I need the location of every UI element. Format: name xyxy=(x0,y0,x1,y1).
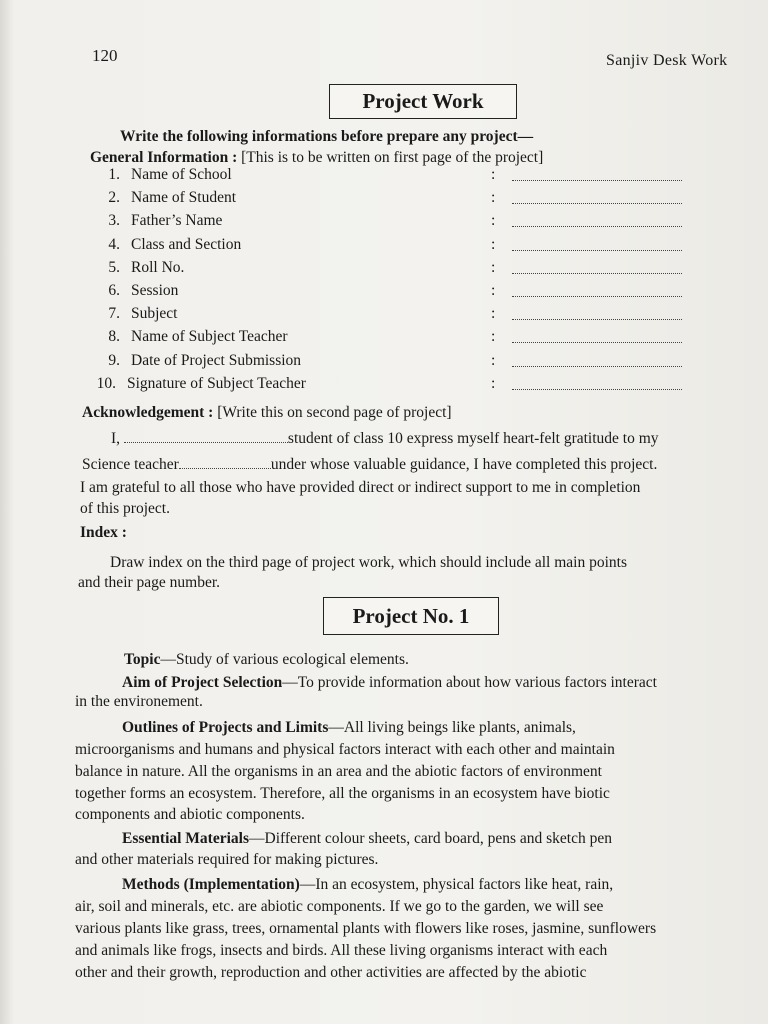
field-colon: : xyxy=(491,351,496,369)
field-number: 7. xyxy=(108,305,120,323)
field-number: 10. xyxy=(96,374,116,392)
field-blank-line xyxy=(512,282,682,297)
field-blank-line xyxy=(512,328,682,343)
page-number: 120 xyxy=(92,46,118,65)
field-label: Name of School xyxy=(131,166,232,183)
general-info-note: [This is to be written on first page of the project] xyxy=(241,149,544,166)
field-colon: : xyxy=(491,235,496,253)
field-blank-line xyxy=(512,259,682,274)
outlines-line-2: microorganisms and humans and physical factors interact with each other and maintain xyxy=(75,741,615,758)
running-head: Sanjiv Desk Work xyxy=(606,52,728,69)
topic-text: —Study of various ecological elements. xyxy=(160,651,409,668)
field-colon: : xyxy=(491,374,496,392)
field-blank-line xyxy=(512,305,682,320)
materials-line-2: and other materials required for making pictures. xyxy=(75,851,379,868)
methods-line-3: various plants like grass, trees, ornamental plants with flowers like roses, jasmine, sunflowers xyxy=(75,920,657,937)
methods-line-4: and animals like frogs, insects and birds. All these living organisms interact with each xyxy=(75,942,608,959)
field-label: Subject xyxy=(131,305,178,323)
field-label: Roll No. xyxy=(131,258,185,276)
acknowledgement-heading xyxy=(82,403,452,423)
methods-text-1: —In an ecosystem, physical factors like heat, rain, xyxy=(299,876,614,893)
materials-text-1: —Different colour sheets, card board, pens and sketch pen xyxy=(249,830,612,847)
field-blank-line xyxy=(512,352,682,367)
field-colon: : xyxy=(491,282,496,299)
ack-line-2-text: under whose valuable guidance, I have completed this project. xyxy=(270,456,658,473)
field-number: 2. xyxy=(108,189,120,207)
topic-label: Topic xyxy=(124,651,161,668)
general-info-label: General Information : xyxy=(90,149,238,166)
field-blank-line xyxy=(512,375,682,390)
field-label: Father’s Name xyxy=(131,212,223,230)
field-label: Name of Subject Teacher xyxy=(131,328,288,346)
field-label: Name of Student xyxy=(131,189,237,207)
field-number: 5. xyxy=(108,258,120,276)
methods-label: Methods (Implementation) xyxy=(122,876,300,893)
field-label: Date of Project Submission xyxy=(131,351,302,369)
methods-line-1 xyxy=(122,875,613,895)
ack-teacher-label: Science teacher xyxy=(82,456,179,473)
ack-student-blank xyxy=(124,430,288,443)
ack-line-1 xyxy=(111,429,659,449)
methods-line-5: other and their growth, reproduction and other activities are affected by the abiotic xyxy=(75,964,587,981)
intro-line: Write the following informations before prepare any project— xyxy=(120,128,534,145)
outlines-line-5: components and abiotic components. xyxy=(75,806,305,823)
aim-text-1: —To provide information about how various factors interact xyxy=(282,674,657,691)
field-number: 9. xyxy=(108,351,120,369)
field-colon: : xyxy=(491,166,496,183)
field-colon: : xyxy=(491,305,496,323)
field-blank-line xyxy=(512,212,682,227)
field-blank-line xyxy=(512,189,682,204)
ack-line-3: I am grateful to all those who have provided direct or indirect support to me in completion xyxy=(80,479,641,496)
topic-line xyxy=(124,650,409,670)
index-line-2: and their page number. xyxy=(78,574,221,591)
aim-line-1 xyxy=(122,673,657,693)
ack-i: I, xyxy=(111,430,121,447)
field-label: Class and Section xyxy=(131,235,242,253)
ack-line-2 xyxy=(82,455,657,475)
outlines-line-1 xyxy=(122,718,576,738)
outlines-line-3: balance in nature. All the organisms in an area and the abiotic factors of environment xyxy=(75,763,602,780)
acknowledgement-note: [Write this on second page of project] xyxy=(217,404,452,421)
index-line-1: Draw index on the third page of project work, which should include all main points xyxy=(110,554,627,571)
materials-label: Essential Materials xyxy=(122,830,249,847)
section-title-project-work: Project Work xyxy=(329,84,517,119)
materials-line-1 xyxy=(122,829,612,849)
field-colon: : xyxy=(491,189,496,207)
field-label: Signature of Subject Teacher xyxy=(127,374,306,392)
field-number: 1. xyxy=(108,166,120,183)
index-label: Index : xyxy=(80,524,127,541)
methods-line-2: air, soil and minerals, etc. are abiotic components. If we go to the garden, we will see xyxy=(75,898,604,915)
outlines-line-4: together forms an ecosystem. Therefore, all the organisms in an ecosystem have biotic xyxy=(75,785,610,802)
ack-line-1-text: student of class 10 express myself heart-felt gratitude to my xyxy=(287,430,659,447)
acknowledgement-label: Acknowledgement : xyxy=(82,404,214,421)
field-number: 6. xyxy=(108,282,120,299)
outlines-label: Outlines of Projects and Limits xyxy=(122,719,329,736)
field-number: 8. xyxy=(108,328,120,346)
field-blank-line xyxy=(512,166,682,181)
field-colon: : xyxy=(491,258,496,276)
field-colon: : xyxy=(491,212,496,230)
ack-teacher-blank xyxy=(179,456,271,469)
ack-line-4: of this project. xyxy=(80,500,170,517)
outlines-text-1: —All living beings like plants, animals, xyxy=(328,719,576,736)
field-number: 4. xyxy=(108,235,120,253)
field-label: Session xyxy=(131,282,179,299)
field-number: 3. xyxy=(108,212,120,230)
aim-label: Aim of Project Selection xyxy=(122,674,283,691)
field-colon: : xyxy=(491,328,496,346)
general-info-line xyxy=(90,148,543,168)
section-title-project-no-1: Project No. 1 xyxy=(323,597,499,635)
field-blank-line xyxy=(512,236,682,251)
aim-line-2: in the environement. xyxy=(75,693,203,710)
